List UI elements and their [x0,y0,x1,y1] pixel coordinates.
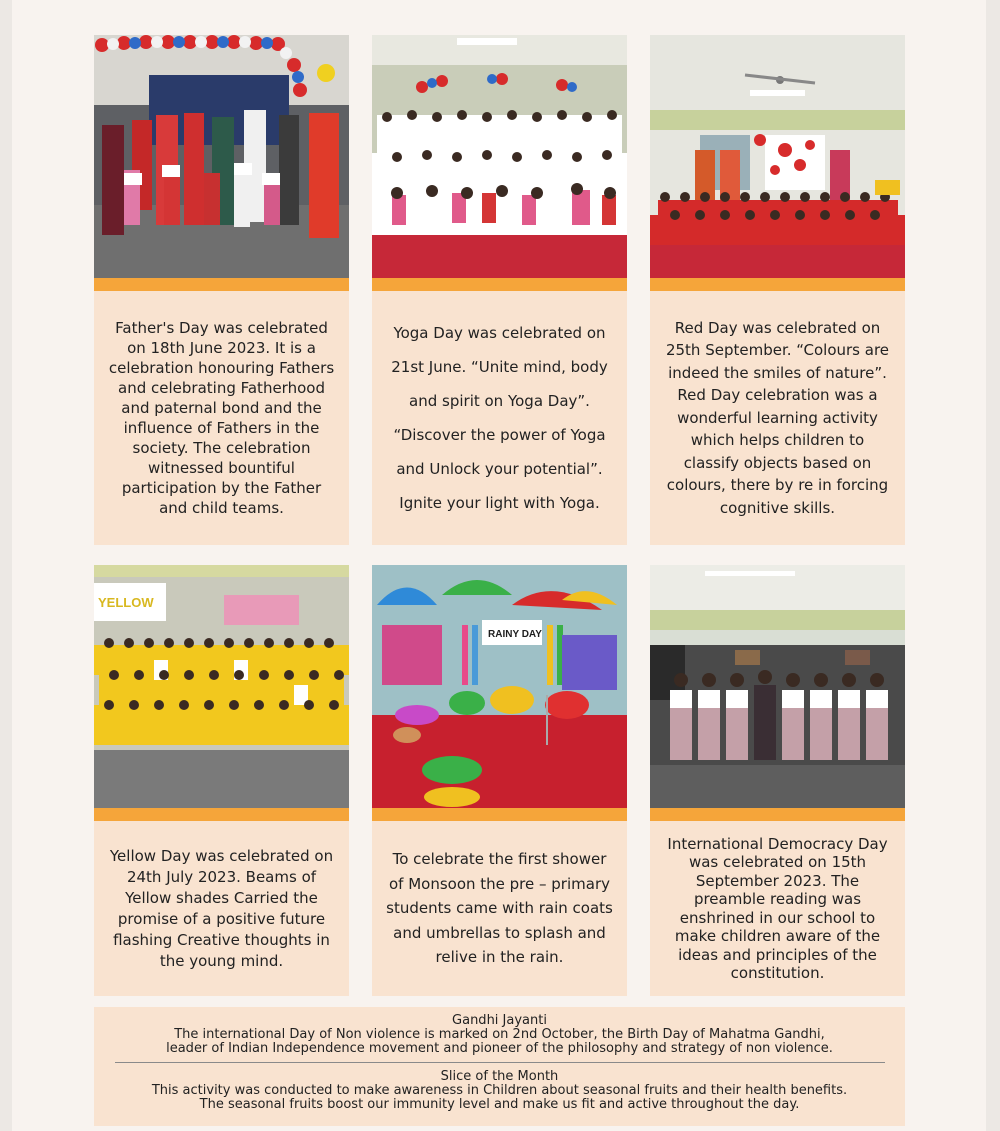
gandhi-jayanti-line-1: The international Day of Non violence is marked on 2nd October, the Birth Day of Mahatma Gandhi, [174,1027,825,1042]
slice-of-month-section [94,1063,905,1112]
newsletter-page [12,0,986,1131]
fathers-day-photo [94,35,349,278]
yoga-day-caption-box [372,291,627,545]
democracy-day-caption: International Democracy Day was celebrated on 15th September 2023. The preamble reading was enshrined in our school to make children aware of the ideas and principles of the constitution. [667,834,888,982]
accent-bar [94,808,349,821]
accent-bar [372,278,627,291]
bottom-info-box [94,1007,905,1126]
red-day-caption: Red Day was celebrated on 25th September. “Colours are indeed the smiles of nature”. Red Day celebration was a wonderful learning activity which helps children to classify objects based on colours, there by re in forcing cognitive skills. [665,318,890,517]
accent-bar [650,278,905,291]
rainy-day-sign-text: RAINY DAY [488,629,542,640]
democracy-day-photo [650,565,905,808]
rainy-day-caption-box [372,821,627,996]
rainy-day-caption: To celebrate the first shower of Monsoon the pre – primary students came with rain coats and umbrellas to splash and relive in the rain. [386,850,613,967]
yoga-day-photo [372,35,627,278]
democracy-day-caption-box [650,821,905,996]
yellow-day-photo [94,565,349,808]
slice-of-month-line-1: This activity was conducted to make awareness in Children about seasonal fruits and their health benefits. [151,1083,848,1098]
fathers-day-caption-box [94,291,349,545]
yellow-day-caption-box [94,821,349,996]
yoga-day-caption: Yoga Day was celebrated on 21st June. “Unite mind, body and spirit on Yoga Day”. “Discover the power of Yoga and Unlock your potential”. Ignite your light with Yoga. [391,324,608,512]
gandhi-jayanti-line-2: leader of Indian Independence movement and pioneer of the philosophy and strategy of non violence. [166,1041,833,1056]
accent-bar [650,808,905,821]
rainy-day-photo [372,565,627,808]
red-day-caption-box [650,291,905,545]
fathers-day-caption: Father's Day was celebrated on 18th June 2023. It is a celebration honouring Fathers and celebrating Fatherhood and paternal bond and the influence of Fathers in the society. The celebration witnessed bountiful participation by the Father and child teams. [108,319,335,517]
gandhi-jayanti-title: Gandhi Jayanti [452,1013,547,1028]
yellow-banner-text: YELLOW [98,595,154,610]
yellow-day-caption: Yellow Day was celebrated on 24th July 2023. Beams of Yellow shades Carried the promise of a positive future flashing Creative thoughts in the young mind. [109,846,334,970]
slice-of-month-line-2: The seasonal fruits boost our immunity level and make us fit and active throughout the day. [199,1097,800,1112]
accent-bar [94,278,349,291]
accent-bar [372,808,627,821]
slice-of-month-title: Slice of the Month [440,1069,559,1084]
gandhi-jayanti-section [94,1007,905,1056]
red-day-photo [650,35,905,278]
